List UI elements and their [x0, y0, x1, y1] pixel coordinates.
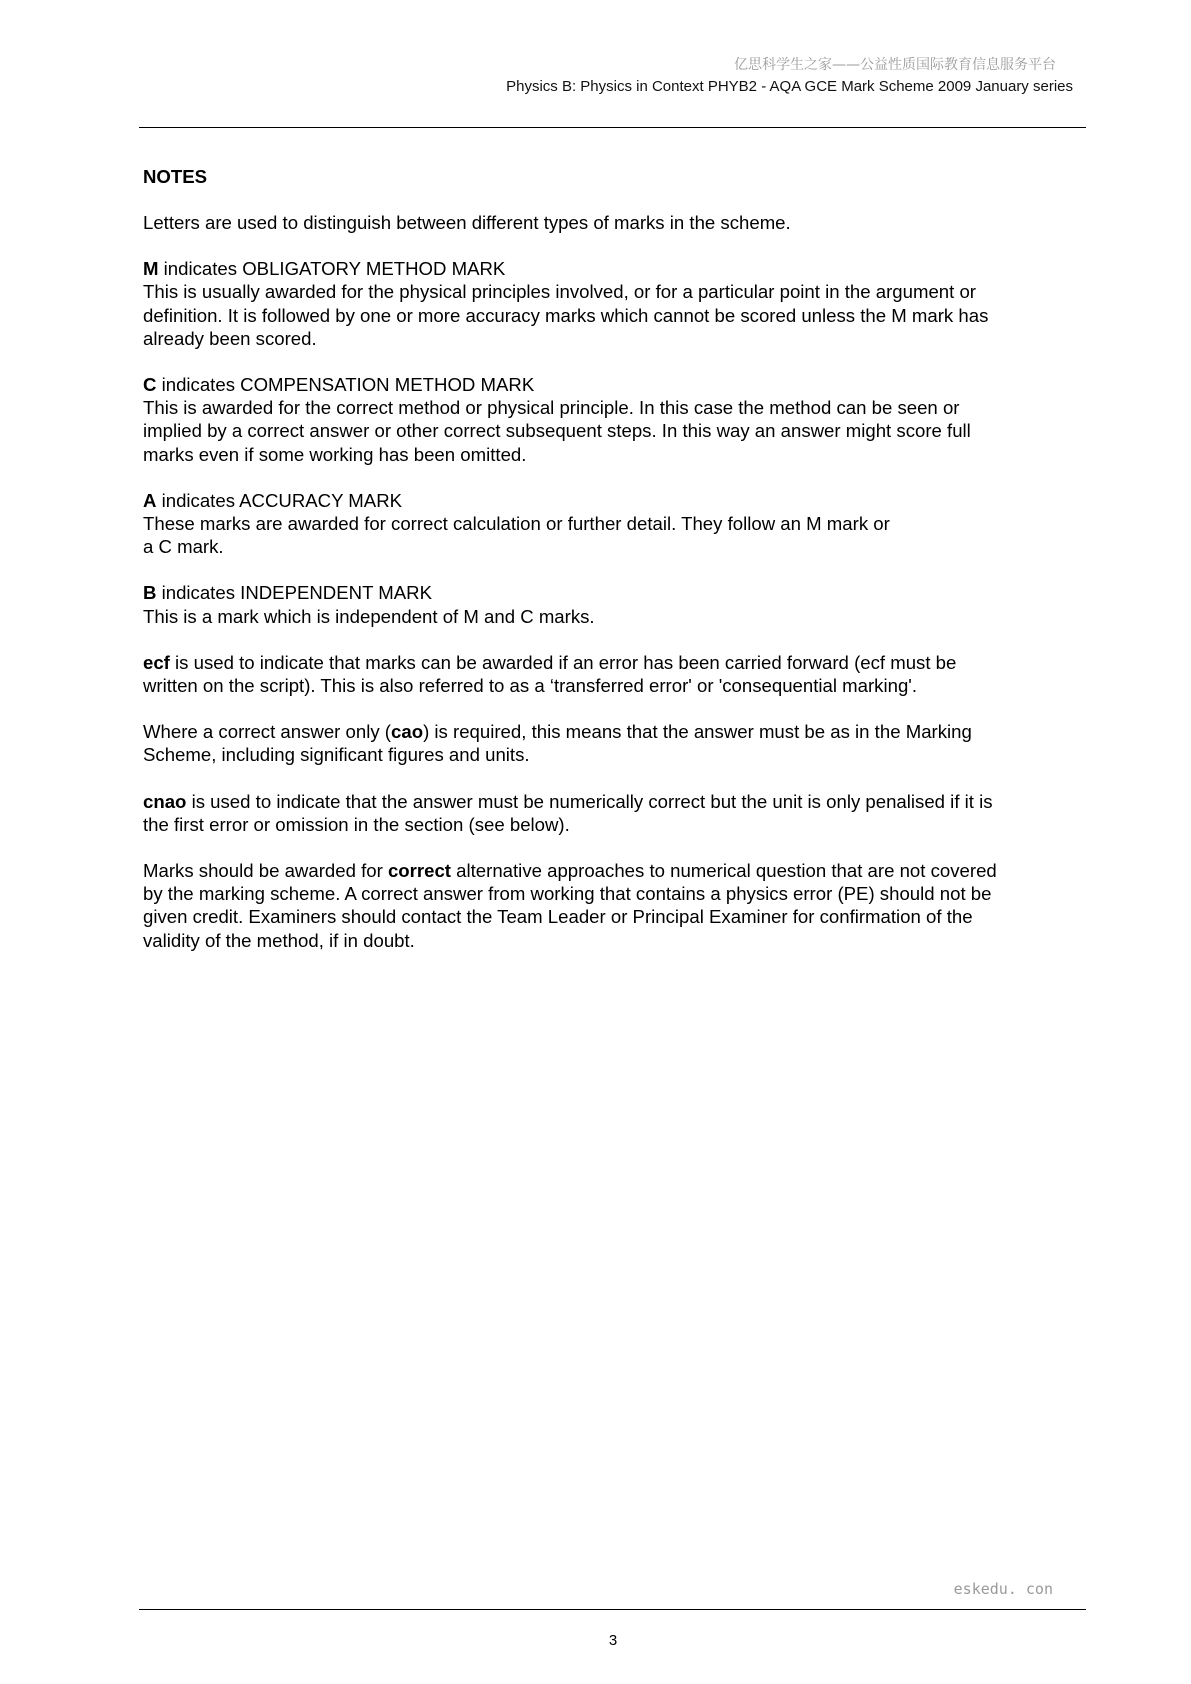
- cnao-line: the first error or omission in the section (see below).: [143, 813, 570, 835]
- m-mark-line: This is usually awarded for the physical principles involved, or for a particular point in the argument or: [143, 281, 976, 303]
- running-header-title: Physics B: Physics in Context PHYB2 - AQA GCE Mark Scheme 2009 January series: [506, 78, 1073, 95]
- b-mark-line: This is a mark which is independent of M and C marks.: [143, 605, 595, 627]
- c-mark-line: implied by a correct answer or other correct subsequent steps. In this way an answer might score full: [143, 420, 971, 442]
- b-mark-title-text: indicates INDEPENDENT MARK: [156, 582, 432, 604]
- cao-line: Scheme, including significant figures and units.: [143, 744, 530, 766]
- b-mark-letter: B: [143, 582, 157, 604]
- page-number: 3: [608, 1632, 618, 1649]
- cao-text-after: ) is required, this means that the answer must be as in the Marking: [423, 721, 972, 743]
- c-mark-title-text: indicates COMPENSATION METHOD MARK: [156, 374, 535, 396]
- cao-text-before: Where a correct answer only (: [143, 721, 392, 743]
- cnao-note: [143, 790, 1083, 836]
- b-mark-note: [143, 581, 1083, 627]
- cao-term: cao: [391, 721, 424, 743]
- header-rule: [139, 127, 1086, 128]
- notes-section: [143, 165, 1083, 975]
- alternatives-line: by the marking scheme. A correct answer from working that contains a physics error (PE) should not be: [143, 883, 992, 905]
- alternatives-line: [143, 859, 1083, 882]
- a-mark-line: These marks are awarded for correct calculation or further detail. They follow an M mark or: [143, 513, 890, 535]
- a-mark-title-text: indicates ACCURACY MARK: [156, 489, 403, 511]
- m-mark-letter: M: [143, 258, 159, 280]
- alternatives-term: correct: [387, 860, 451, 882]
- m-mark-title: [143, 257, 1083, 280]
- c-mark-title: [143, 373, 1083, 396]
- b-mark-title: [143, 581, 1083, 604]
- cao-line: [143, 720, 1083, 743]
- a-mark-note: [143, 489, 1083, 559]
- c-mark-note: [143, 373, 1083, 466]
- c-mark-letter: C: [143, 374, 157, 396]
- alternatives-text-before: Marks should be awarded for: [143, 860, 388, 882]
- m-mark-title-text: indicates OBLIGATORY METHOD MARK: [158, 258, 506, 280]
- ecf-note: [143, 651, 1083, 697]
- header-watermark: 亿思科学生之家——公益性质国际教育信息服务平台: [734, 57, 1056, 73]
- alternatives-text-after: alternative approaches to numerical question that are not covered: [451, 860, 997, 882]
- a-mark-letter: A: [143, 489, 157, 511]
- notes-heading: NOTES: [143, 166, 208, 187]
- alternatives-note: [143, 859, 1083, 952]
- m-mark-line: definition. It is followed by one or more accuracy marks which cannot be scored unless the M mark has: [143, 304, 989, 326]
- footer-watermark: eskedu. con: [953, 1580, 1053, 1598]
- a-mark-line: a C mark.: [143, 536, 224, 558]
- cao-note: [143, 720, 1083, 766]
- c-mark-line: marks even if some working has been omitted.: [143, 443, 527, 465]
- m-mark-line: already been scored.: [143, 327, 317, 349]
- ecf-line: written on the script). This is also referred to as a ‘transferred error' or 'consequential marking'.: [143, 675, 918, 697]
- cnao-term: cnao: [143, 790, 187, 812]
- cnao-text: is used to indicate that the answer must be numerically correct but the unit is only penalised if it is: [186, 790, 993, 812]
- ecf-line: [143, 651, 1083, 674]
- ecf-text: is used to indicate that marks can be awarded if an error has been carried forward (ecf must be: [169, 651, 957, 673]
- alternatives-line: given credit. Examiners should contact the Team Leader or Principal Examiner for confirmation of the: [143, 906, 973, 928]
- footer-rule: [139, 1609, 1086, 1610]
- notes-intro: [143, 211, 1083, 234]
- cnao-line: [143, 790, 1083, 813]
- intro-line: Letters are used to distinguish between different types of marks in the scheme.: [143, 212, 791, 233]
- ecf-term: ecf: [143, 651, 170, 673]
- alternatives-line: validity of the method, if in doubt.: [143, 929, 415, 951]
- c-mark-line: This is awarded for the correct method or physical principle. In this case the method can be seen or: [143, 397, 960, 419]
- m-mark-note: [143, 257, 1083, 350]
- a-mark-title: [143, 489, 1083, 512]
